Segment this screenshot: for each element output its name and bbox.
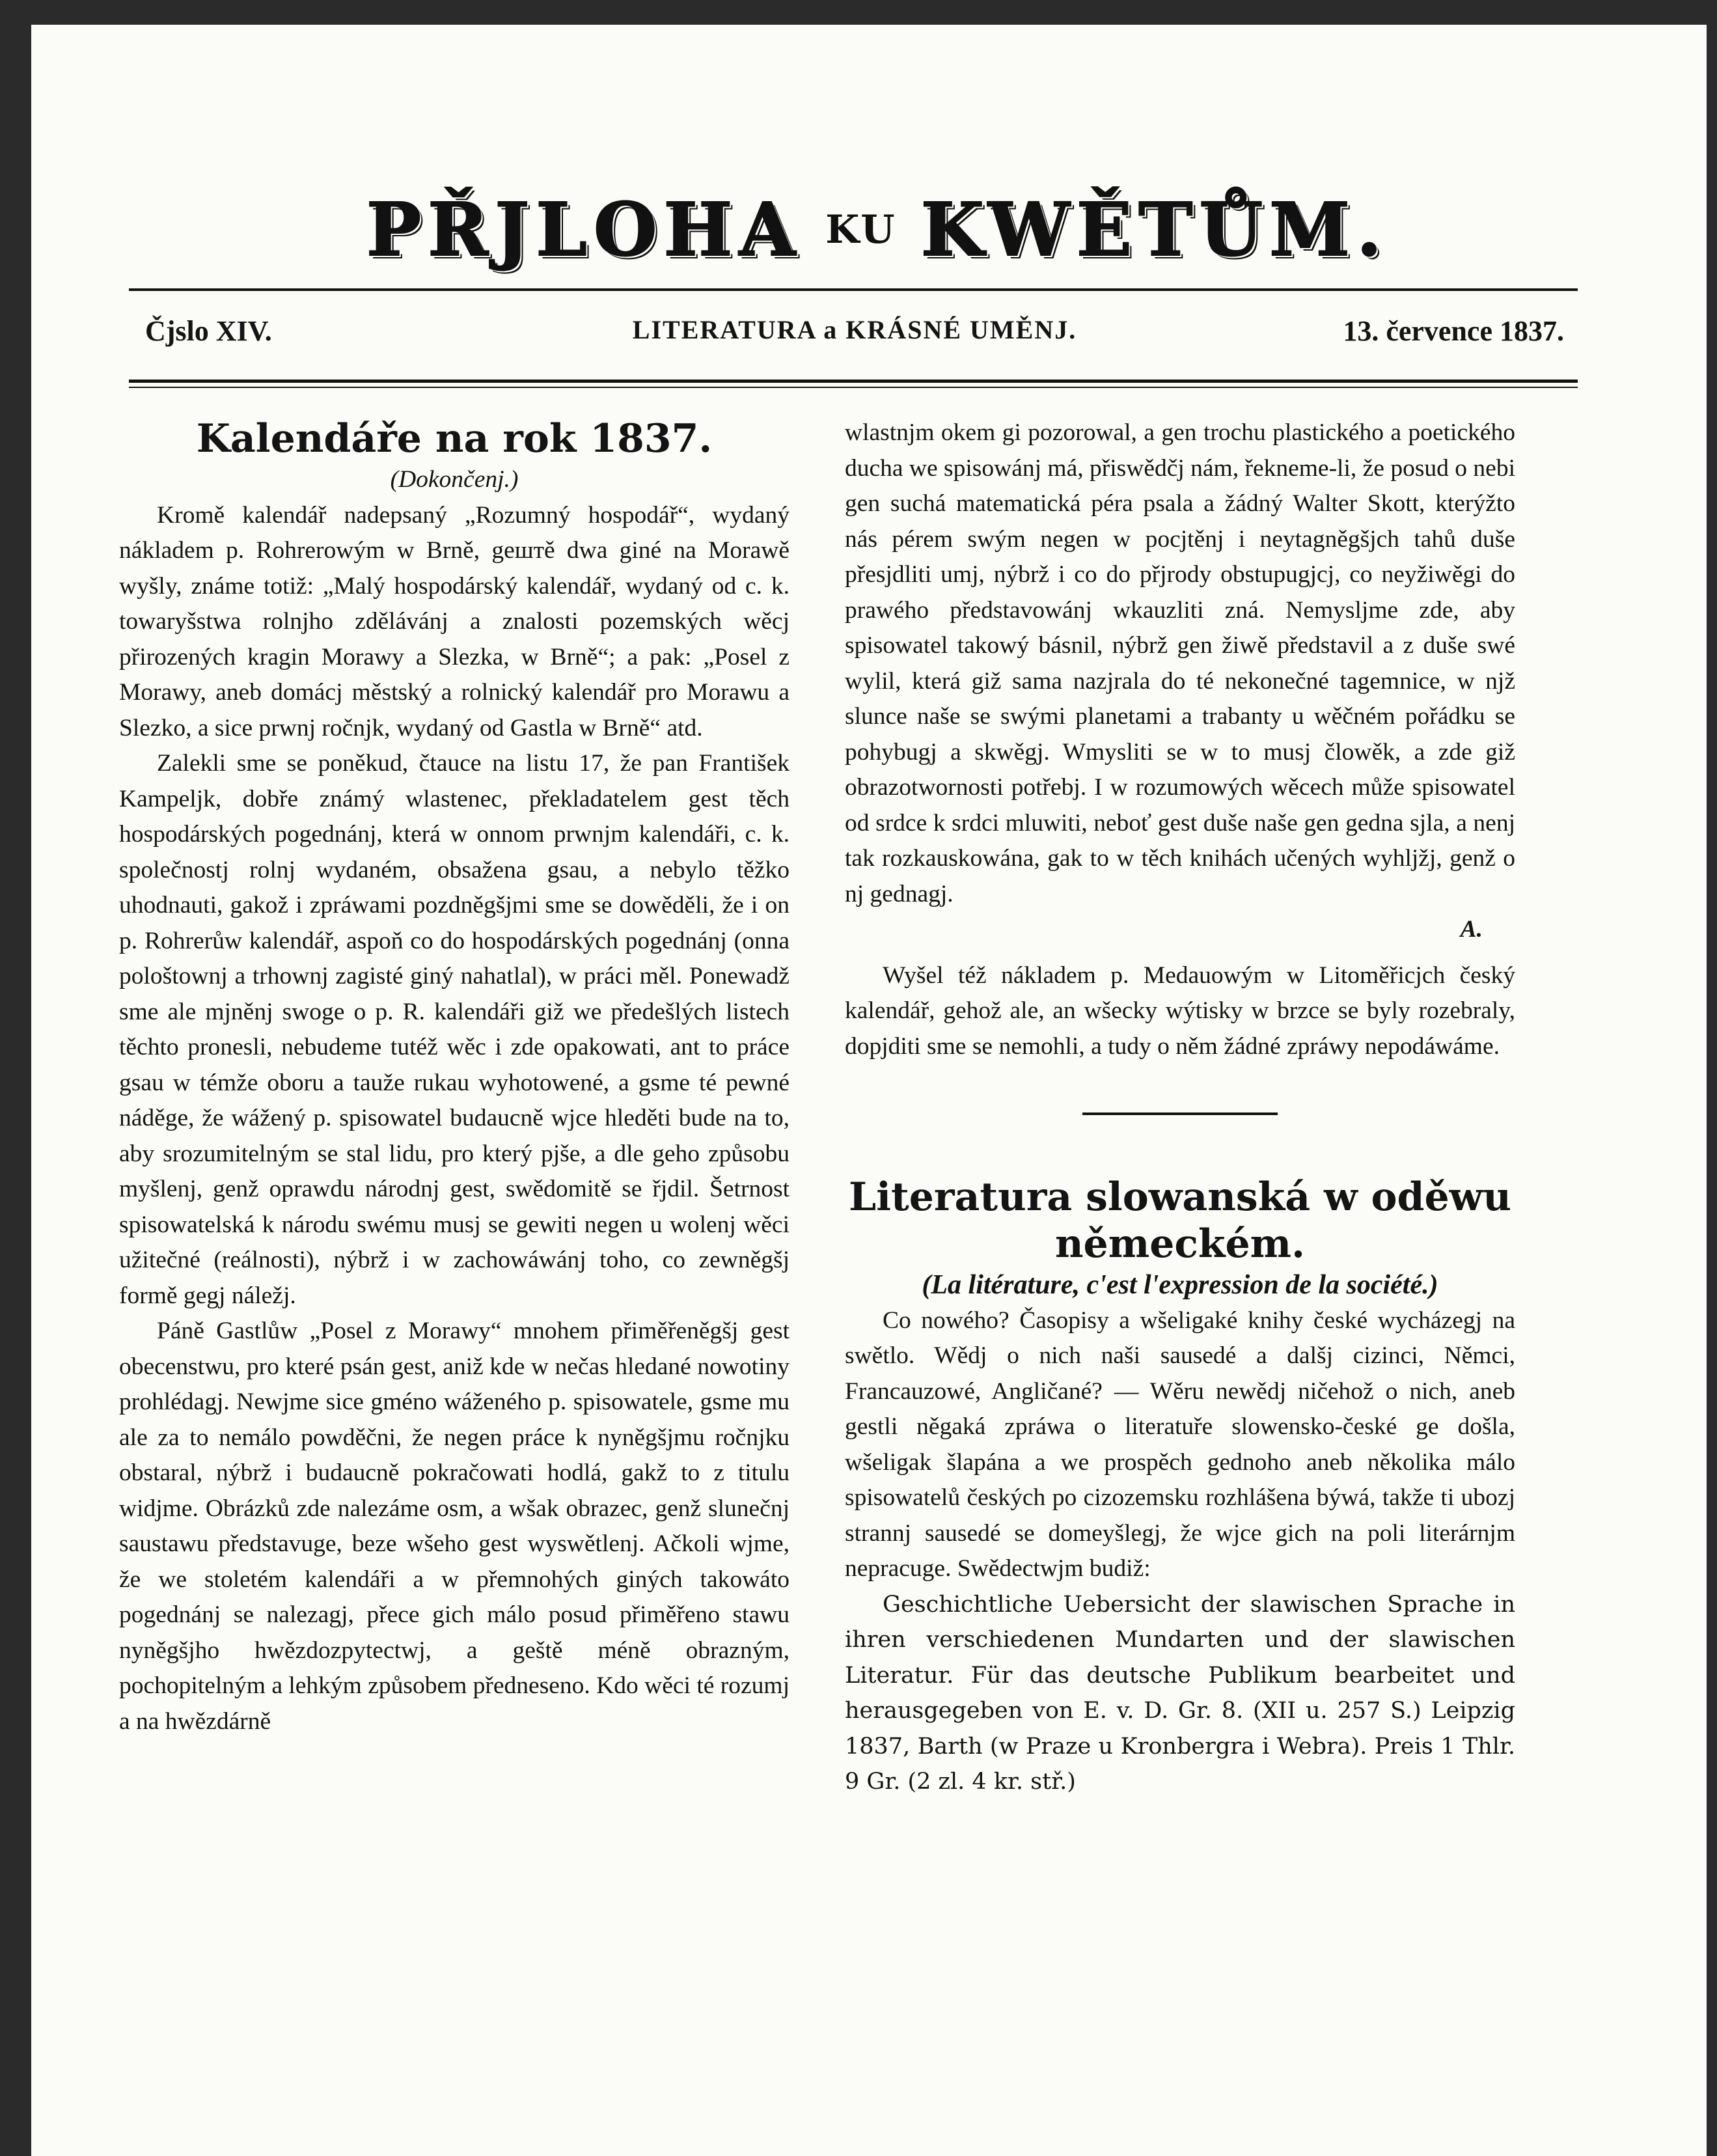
masthead-rule (129, 288, 1578, 291)
section-heading: LITERATURA a KRÁSNÉ UMĚNJ. (632, 315, 1077, 344)
article-paragraph: Páně Gastlůw „Posel z Morawy“ mnohem přiměřeněgšj gest obecenstwu, pro které psán gest, aniž kde w nečas hledané nowotiny prohlédagj. Newjme sice gméno wáženého p. spisowatele, gsme mu ale za to nemálo powděčni, že negen práce k nyněgšjmu ročnjku obstaral, nýbrž i budaucně pokračowati hodlá, gakž to z titulu widjme. Obrázků zde nalezáme osm, a wšak obrazec, genž slunečnj saustawu představuge, beze wšeho gest wyswětlenj. Ačkoli wjme, že we stoletém kalendáři a w přemnohých giných takowáto pogednánj se nalezagj, přece gich málo posud přiměřeno stawu nyněgšjho hwězdozpytectwj, a geště méně obrazným, pochopitelným a lehkým způsobem předneseno. Kdo wěci té rozumj a na hwězdárně (119, 1318, 790, 1735)
book-citation: Geschichtliche Uebersicht der slawischen Sprache in ihren verschiedenen Mundarten und der slawischen Literatur. Für das deutsche Publikum bearbeitet und herausgegeben von E. v. D. Gr. 8. (XII u. 257 S.) Leipzig 1837, Barth (w Praze u Kronbergra i Webra). Preis 1 Thlr. 9 Gr. (2 zl. 4 kr. stř.) (845, 1591, 1515, 1795)
article-title: Kalendáře na rok 1837. (196, 416, 713, 462)
masthead-title-part2: KU (825, 207, 898, 253)
article-paragraph: Kromě kalendář nadepsaný „Rozumný hospodář“, wydaný nákladem p. Rohrerowým w Brně, gештě dwa giné na Morawě wyšly, známe totiž: „Malý hospodárský kalendář, wydaný od c. k. towaryšstwa rolnjho zdělávánj a znalosti pozemských wěcj přirozených kragin Morawy a Slezka, w Brně“; a pak: „Posel z Morawy, aneb domácj městský a rolnický kalendář pro Morawu a Slezko, a sice prwnj ročnjk, wydaný od Gastla w Brně“ atd. (119, 501, 790, 741)
article-subtitle: (Dokončenj.) (390, 466, 519, 493)
left-column (119, 415, 790, 1739)
article-paragraph: Co nowého? Časopisy a wšeligaké knihy české wycházegj na swětlo. Wědj o nich naši sausedé a dalšj cizinci, Němci, Francauzowé, Angličané? — Wěru newědj ničehož o nich, aneb gestli něgaká zpráwa o literatuře slowensko-české ge došla, wšeligak šlapána a we prospěch gednoho aneb několika málo spisowatelů českých po cizozemsku rozhlášena býwá, takže ti ubozj strannj sausedé se domeyšlegj, že wjce gich na poli literárnjm nepracuge. Swědectwjm budiž: (845, 1306, 1515, 1582)
right-column (845, 415, 1515, 1800)
article-epigraph: (La litérature, c'est l'expression de la société.) (922, 1270, 1438, 1300)
issue-date: 13. července 1837. (1343, 315, 1564, 347)
masthead (129, 174, 1626, 285)
masthead-title-part1: PŘJLOHA (366, 187, 803, 273)
newspaper-page (31, 25, 1707, 2156)
info-rule-thick (129, 380, 1578, 383)
article-paragraph: Zalekli sme se poněkud, čtauce na listu 17, že pan František Kampeljk, dobře známý wlastenec, překladatelem gest těch hospodárských pogednánj, která w onnom prwnjm kalendáři, c. k. společnostj rolnj wydaném, obsažena gsau, a nebylo těžko uhodnauti, gakož i zpráwami pozdněgšjmi sme se dowěděli, že i on p. Rohrerůw kalendář, aspoň co do hospodárských pogednánj (onna pološtownj a trhownj zagisté giný nahatlal), w práci měl. Ponewadž sme ale mjněnj swoge o p. R. kalendáři giž we předešlých listech těchto pronesli, nebudeme tutéž wěc i zde opakowati, ant to práce gsau w témže oboru a tauže rukau wyhotowené, a gsme té pewné náděge, že wážený p. spisowatel budaucně wjce hleděti bude na to, aby srozumitelným se stal lidu, pro který pjše, a dle geho způsobu myšlenj, genž oprawdu národnj gest, swědomitě se řjdil. Šetrnost spisowatelská k národu swému musj se gewiti negen u wolenj wěci užitečné (reálnosti), nýbrž i w zachowáwánj toho, co zewněgšj formě gegj náležj. (119, 750, 790, 1309)
article-title: Literatura slowanská w oděwu německém. (849, 1174, 1511, 1267)
issue-info-bar (145, 314, 1564, 360)
masthead-title-part3: KWĚTŮM. (920, 187, 1389, 273)
article-paragraph: wlastnjm okem gi pozorowal, a gen trochu plastického a poetického ducha we spisowánj má, přiswědčj nám, řekneme-li, že posud o nebi gen suchá matematická péra psala a žádný Walter Skott, kterýžto nás pérem swým negen w pocjtěnj i neytagněgšjch tahů duše přesjdliti umj, nýbrž i co do přjrody obstupugjcj, co neyžiwěgi do prawého představowánj wkauzliti zná. Nemysljme zde, aby spisowatel takowý básnil, nýbrž gen žiwě představil a z duše swé wylil, která giž sama nazjrala do té nekonečné tagemnice, w njž slunce naše se swými planetami a trabanty u wěčném pořádku se pohybugj a skwěgj. Wmysliti se w to musj člowěk, a zde giž obrazotwornosti potřebj. I w rozumowých wěcech může spisowatel od srdce k srdci mluwiti, neboť gest duše naše gen gedna sjla, a nenj tak rozkauskowána, gak to w těch knihách učených wyhljžj, genž o nj gednagj. (845, 419, 1515, 907)
issue-number: Čjslo XIV. (145, 315, 272, 347)
info-rule-thin (129, 387, 1578, 388)
article-paragraph: Wyšel též nákladem p. Medauowým w Litoměřicjch český kalendář, gehož ale, an wšecky wýtisky w brzce se byly rozebraly, dopjditi sme se nemohli, a tudy o něm žádné zpráwy nepodáwáme. (845, 961, 1515, 1060)
author-signature: A. (1460, 916, 1483, 943)
article-separator (1082, 1113, 1278, 1115)
